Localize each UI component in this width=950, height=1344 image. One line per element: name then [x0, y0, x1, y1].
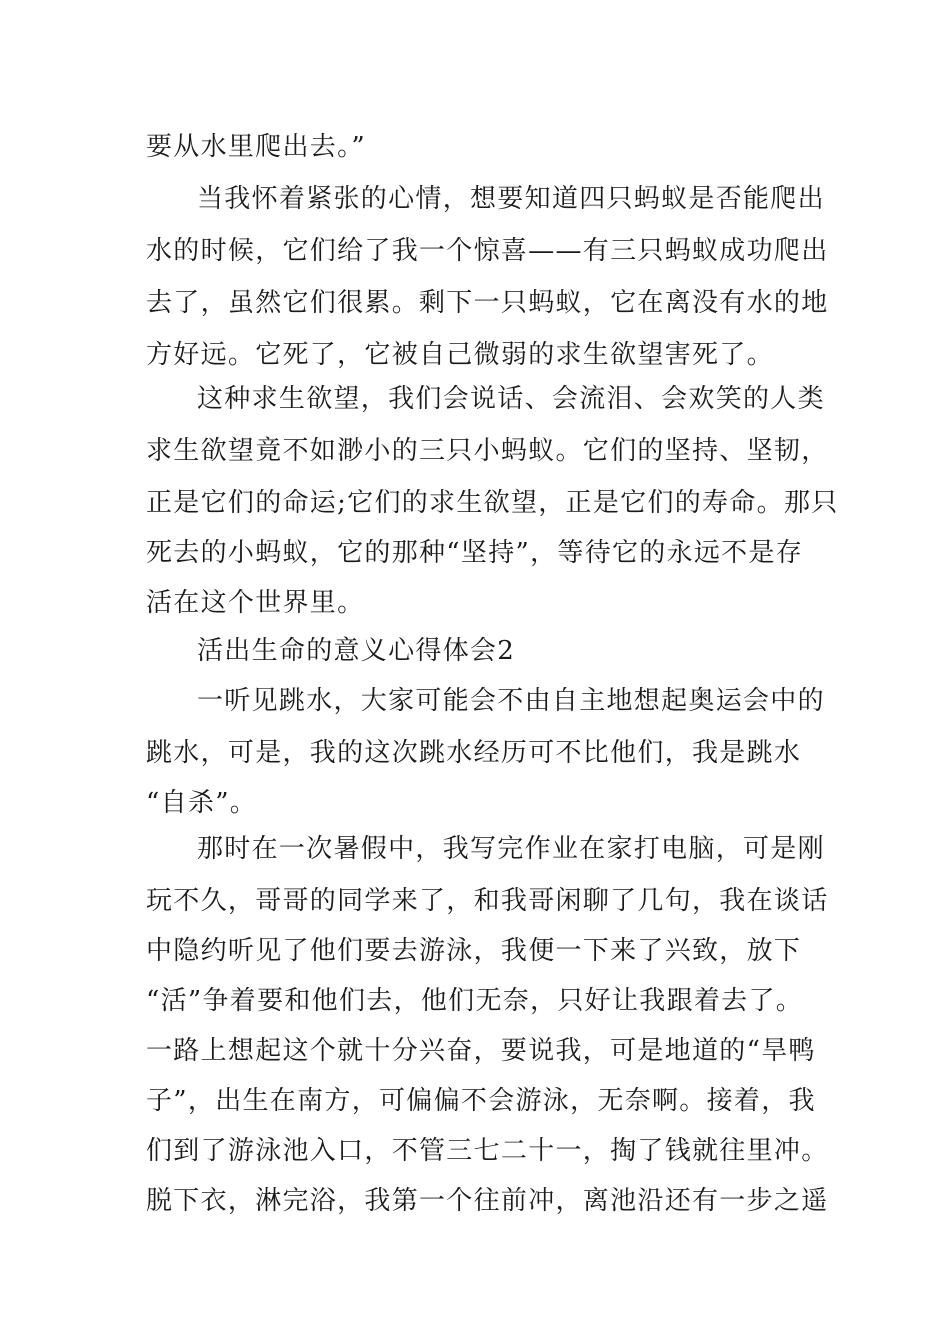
text-line: 死去的小蚂蚁，它的那种“坚持”，等待它的永远不是存	[146, 538, 804, 568]
text-line: 正是它们的命运;它们的求生欲望，正是它们的寿命。那只	[146, 488, 839, 518]
paragraph-first-line: 一听见跳水，大家可能会不由自主地想起奥运会中的	[197, 686, 825, 716]
text-line: “活”争着要和他们去，他们无奈，只好让我跟着去了。	[146, 986, 804, 1016]
text-line: 玩不久，哥哥的同学来了，和我哥闲聊了几句，我在谈话	[146, 886, 829, 916]
text-line: 要从水里爬出去。”	[146, 132, 366, 162]
text-line: 子”，出生在南方，可偏偏不会游泳，无奈啊。接着，我	[146, 1086, 816, 1116]
section-heading: 活出生命的意义心得体会2	[197, 636, 516, 666]
paragraph-first-line: 这种求生欲望，我们会说话、会流泪、会欢笑的人类	[197, 384, 825, 414]
text-line: “自杀”。	[146, 788, 258, 818]
paragraph-first-line: 当我怀着紧张的心情，想要知道四只蚂蚁是否能爬出	[197, 184, 825, 214]
paragraph-first-line: 那时在一次暑假中，我写完作业在家打电脑，可是刚	[197, 834, 825, 864]
text-line: 水的时候，它们给了我一个惊喜——有三只蚂蚁成功爬出	[146, 236, 829, 266]
text-line: 求生欲望竟不如渺小的三只小蚂蚁。它们的坚持、坚韧，	[146, 436, 829, 466]
text-line: 中隐约听见了他们要去游泳，我便一下来了兴致，放下	[146, 936, 802, 966]
text-line: 跳水，可是，我的这次跳水经历可不比他们，我是跳水	[146, 738, 802, 768]
text-line: 方好远。它死了，它被自己微弱的求生欲望害死了。	[146, 340, 774, 370]
text-line: 去了，虽然它们很累。剩下一只蚂蚁，它在离没有水的地	[146, 288, 829, 318]
text-line: 脱下衣，淋完浴，我第一个往前冲，离池沿还有一步之遥	[146, 1186, 829, 1216]
text-line: 一路上想起这个就十分兴奋，要说我，可是地道的“旱鸭	[146, 1036, 816, 1066]
text-line: 们到了游泳池入口，不管三七二十一，掏了钱就往里冲。	[146, 1136, 829, 1166]
text-line: 活在这个世界里。	[146, 588, 365, 618]
